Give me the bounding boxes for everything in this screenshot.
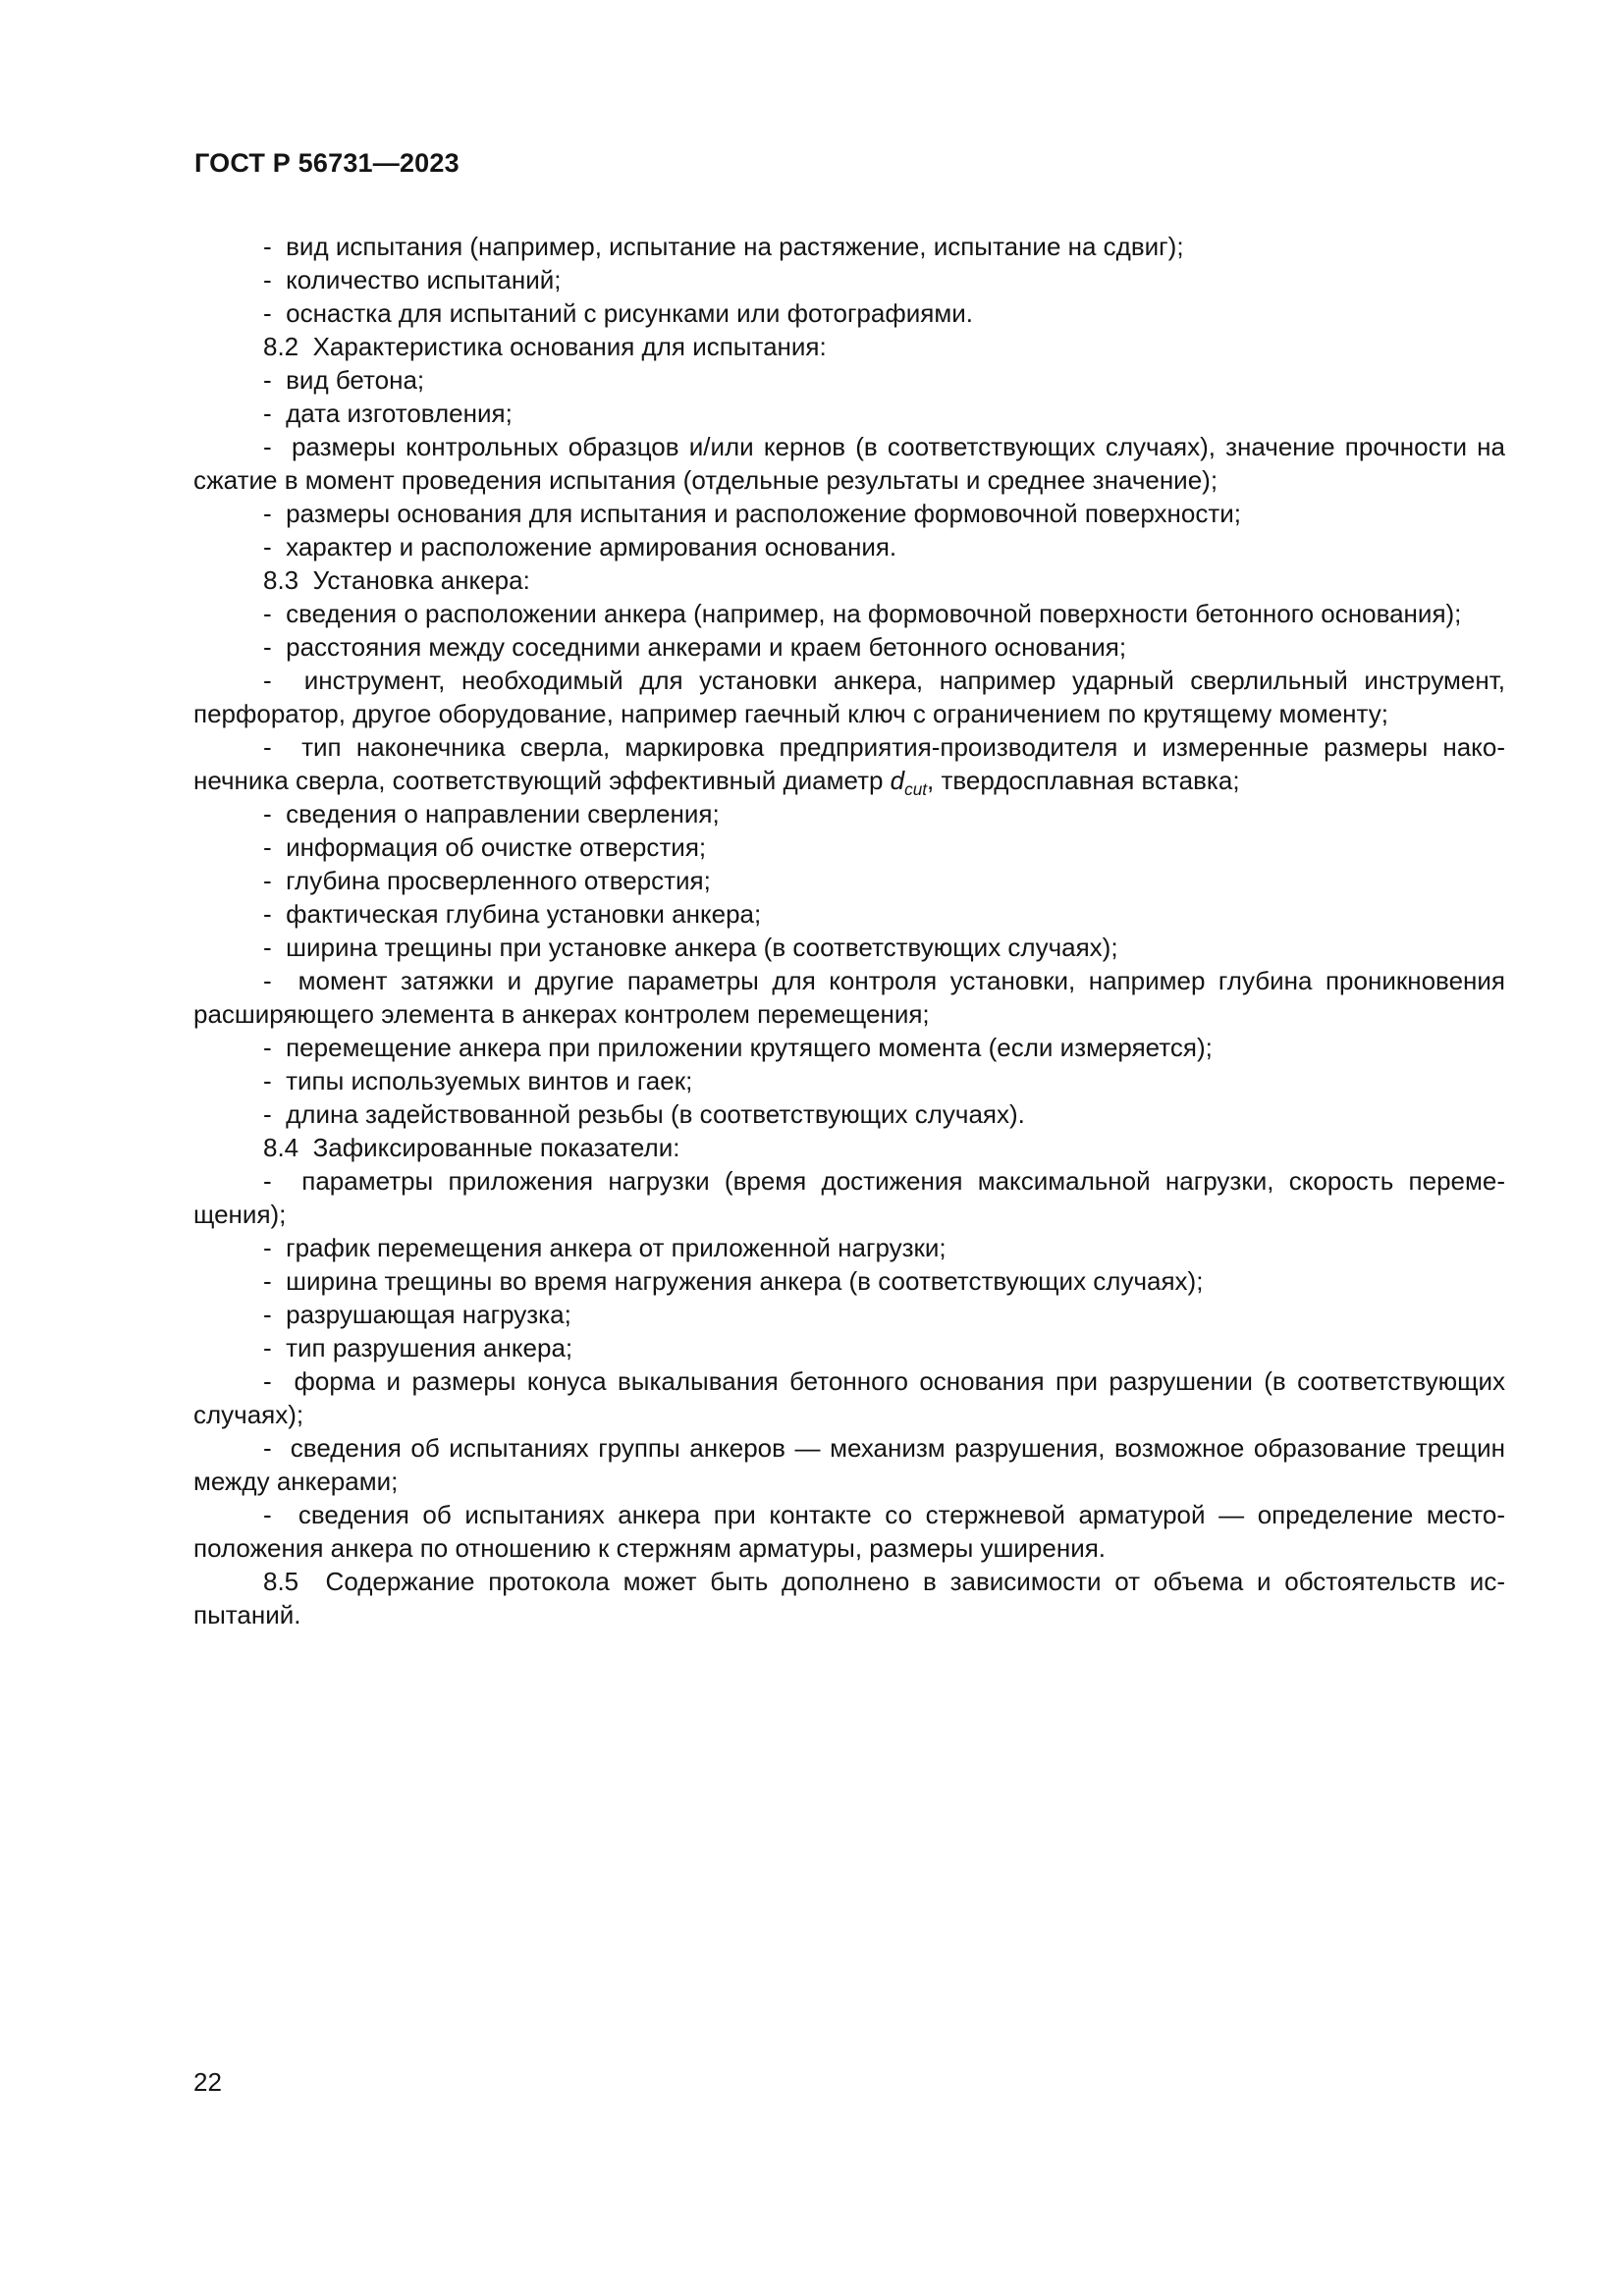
list-item: - характер и расположение армирования основания. (263, 532, 897, 561)
gost-header: ГОСТ Р 56731—2023 (194, 148, 460, 178)
variable-d-subscript: cut (904, 779, 928, 800)
variable-d: d (890, 766, 905, 795)
list-item: - график перемещения анкера от приложенной нагрузки; (263, 1233, 947, 1262)
document-body (193, 230, 1505, 1631)
list-item: - фактическая глубина установки анкера; (263, 899, 762, 929)
list-item: - оснастка для испытаний с рисунками или фотографиями. (263, 298, 973, 328)
list-item: - длина задействованной резьбы (в соответствующих случаях). (263, 1099, 1025, 1129)
list-item: - дата изготовления; (263, 399, 513, 428)
list-item (193, 730, 1505, 800)
paragraph-text: - тип наконечника сверла, маркировка предприятия-производителя и измеренные размеры наконечника сверла, соответствующий эффективный диаметр (193, 732, 1505, 795)
list-item: - сведения об испытаниях анкера при контакте со стержневой арматурой — определение местоположения анкера по отношению к стержням арматуры, размеры уширения. (193, 1500, 1505, 1563)
list-item: - ширина трещины при установке анкера (в соответствующих случаях); (263, 933, 1118, 962)
list-item: - форма и размеры конуса выкалывания бетонного основания при разрушении (в соответствующих случаях); (193, 1366, 1505, 1429)
list-item: - инструмент, необходимый для установки анкера, например ударный сверлильный инструмент, перфоратор, другое оборудование, например гаечный ключ с ограничением по крутящему моменту; (193, 666, 1505, 728)
list-item: - размеры основания для испытания и расположение формовочной поверхности; (263, 499, 1242, 528)
section-8-4: 8.4 Зафиксированные показатели: (263, 1133, 680, 1162)
list-item: - перемещение анкера при приложении крутящего момента (если измеряется); (263, 1033, 1213, 1062)
section-8-5: 8.5 Содержание протокола может быть дополнено в зависимости от объема и обстоятельств испытаний. (193, 1567, 1505, 1629)
paragraph-text: , твердосплавная вставка; (927, 766, 1240, 795)
list-item: - сведения об испытаниях группы анкеров — механизм разрушения, возможное образование трещин между анкерами; (193, 1433, 1505, 1496)
list-item: - момент затяжки и другие параметры для контроля установки, например глубина проникновения расширяющего элемента в анкерах контролем перемещения; (193, 966, 1505, 1029)
list-item: - сведения о направлении сверления; (263, 799, 720, 828)
list-item: - размеры контрольных образцов и/или кернов (в соответствующих случаях), значение прочности на сжатие в момент проведения испытания (отдельные результаты и среднее значение); (193, 432, 1505, 495)
list-item: - количество испытаний; (263, 265, 562, 294)
page-number: 22 (193, 2067, 222, 2097)
list-item: - тип разрушения анкера; (263, 1333, 573, 1362)
list-item: - разрушающая нагрузка; (263, 1300, 571, 1329)
list-item: - вид испытания (например, испытание на растяжение, испытание на сдвиг); (263, 232, 1184, 261)
section-8-3: 8.3 Установка анкера: (263, 565, 530, 595)
list-item: - сведения о расположении анкера (например, на формовочной поверхности бетонного основания); (263, 599, 1462, 628)
list-item: - вид бетона; (263, 365, 425, 395)
list-item: - типы используемых винтов и гаек; (263, 1066, 693, 1095)
list-item: - ширина трещины во время нагружения анкера (в соответствующих случаях); (263, 1266, 1204, 1296)
section-8-2: 8.2 Характеристика основания для испытания: (263, 332, 827, 361)
list-item: - глубина просверленного отверстия; (263, 866, 711, 895)
list-item: - информация об очистке отверстия; (263, 832, 707, 862)
list-item: - параметры приложения нагрузки (время достижения максимальной нагрузки, скорость перемещения); (193, 1166, 1505, 1229)
list-item: - расстояния между соседними анкерами и краем бетонного основания; (263, 632, 1127, 662)
